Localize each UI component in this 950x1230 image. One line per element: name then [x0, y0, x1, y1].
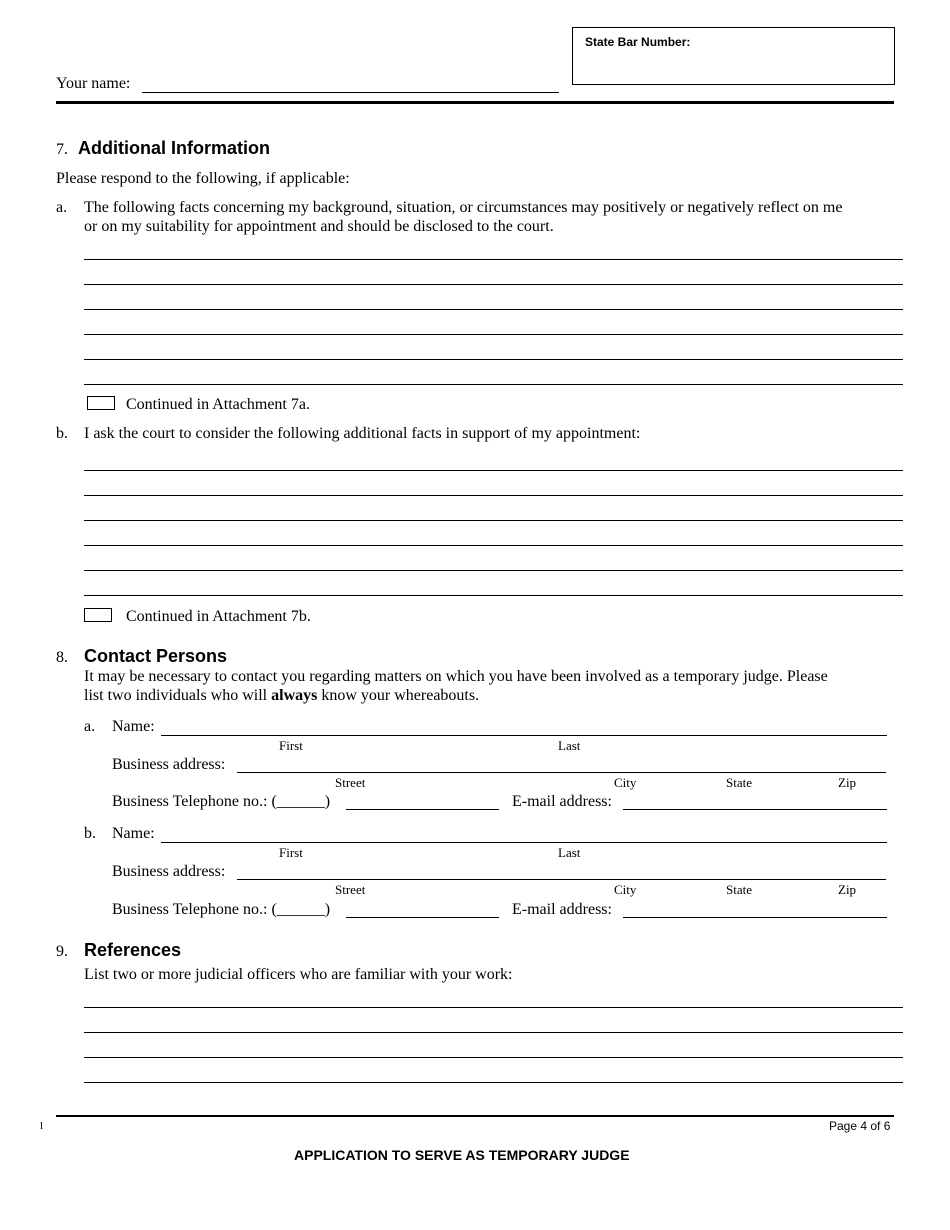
section-9-intro: List two or more judicial officers who are familiar with your work:	[84, 966, 513, 983]
form-title: APPLICATION TO SERVE AS TEMPORARY JUDGE	[294, 1147, 630, 1163]
attachment-7a-checkbox[interactable]	[87, 396, 115, 410]
contact-a-first-caption: First	[279, 738, 303, 753]
margin-mark: l	[40, 1120, 44, 1132]
contact-a-state-caption: State	[726, 775, 752, 790]
contact-b-first-caption: First	[279, 845, 303, 860]
contact-a-phone-field[interactable]	[346, 809, 499, 810]
header-rule	[56, 101, 894, 104]
contact-a-name-label: Name:	[112, 718, 155, 735]
your-name-label: Your name:	[56, 75, 131, 92]
item-7b-text: I ask the court to consider the following additional facts in support of my appointment:	[84, 425, 641, 442]
section-9-title: References	[84, 940, 182, 960]
contact-b-address-field[interactable]	[237, 879, 886, 880]
contact-b-email-label: E-mail address:	[512, 901, 612, 918]
contact-b-phone-label: Business Telephone no.: (______)	[112, 901, 331, 918]
item-7a-text-line1: The following facts concerning my background, situation, or circumstances may positively or negatively reflect on me	[84, 199, 843, 216]
contact-a-phone-label: Business Telephone no.: (______)	[112, 793, 331, 810]
contact-b-name-field[interactable]	[161, 842, 887, 843]
item-7b-answer-line[interactable]	[84, 545, 903, 546]
contact-a-last-caption: Last	[558, 738, 581, 753]
item-7b-answer-line[interactable]	[84, 520, 903, 521]
item-7a-answer-line[interactable]	[84, 284, 903, 285]
contact-a-letter: a.	[84, 718, 96, 735]
item-7a-answer-line[interactable]	[84, 384, 903, 385]
page-number: Page 4 of 6	[829, 1119, 891, 1133]
contact-b-email-field[interactable]	[623, 917, 887, 918]
your-name-field[interactable]	[142, 92, 559, 93]
item-7b-answer-line[interactable]	[84, 595, 903, 596]
contact-b-zip-caption: Zip	[838, 882, 857, 897]
item-7a-answer-line[interactable]	[84, 259, 903, 260]
references-answer-line[interactable]	[84, 1007, 903, 1008]
attachment-7a-label: Continued in Attachment 7a.	[126, 396, 310, 413]
section-7-title: Additional Information	[78, 138, 270, 158]
item-7a-answer-line[interactable]	[84, 309, 903, 310]
item-7b-letter: b.	[56, 425, 68, 442]
item-7a-answer-line[interactable]	[84, 359, 903, 360]
contact-b-name-label: Name:	[112, 825, 155, 842]
contact-b-letter: b.	[84, 825, 96, 842]
section-8-intro-line2: list two individuals who will always know your whereabouts.	[84, 687, 480, 704]
item-7a-answer-line[interactable]	[84, 334, 903, 335]
references-answer-line[interactable]	[84, 1082, 903, 1083]
footer-rule	[56, 1115, 894, 1117]
contact-a-street-caption: Street	[335, 775, 366, 790]
item-7b-answer-line[interactable]	[84, 570, 903, 571]
contact-b-address-label: Business address:	[112, 863, 226, 880]
references-answer-line[interactable]	[84, 1032, 903, 1033]
contact-a-address-label: Business address:	[112, 756, 226, 773]
contact-b-city-caption: City	[614, 882, 637, 897]
item-7b-answer-line[interactable]	[84, 495, 903, 496]
state-bar-number-box[interactable]	[572, 27, 895, 85]
references-answer-line[interactable]	[84, 1057, 903, 1058]
attachment-7b-label: Continued in Attachment 7b.	[126, 608, 311, 625]
section-7-intro: Please respond to the following, if applicable:	[56, 170, 350, 187]
contact-a-name-field[interactable]	[161, 735, 887, 736]
contact-a-address-field[interactable]	[237, 772, 886, 773]
contact-a-email-field[interactable]	[623, 809, 887, 810]
contact-b-state-caption: State	[726, 882, 752, 897]
section-8-title: Contact Persons	[84, 646, 228, 666]
section-8-number: 8.	[56, 649, 68, 666]
section-9-number: 9.	[56, 943, 68, 960]
contact-a-zip-caption: Zip	[838, 775, 857, 790]
always-emphasis: always	[271, 687, 318, 704]
contact-b-phone-field[interactable]	[346, 917, 499, 918]
attachment-7b-checkbox[interactable]	[84, 608, 112, 622]
contact-a-city-caption: City	[614, 775, 637, 790]
state-bar-number-label: State Bar Number:	[585, 35, 691, 49]
contact-b-street-caption: Street	[335, 882, 366, 897]
section-7-number: 7.	[56, 141, 68, 158]
section-8-intro-line1: It may be necessary to contact you regarding matters on which you have been involved as a temporary judge. Please	[84, 668, 828, 685]
item-7b-answer-line[interactable]	[84, 470, 903, 471]
item-7a-text-line2: or on my suitability for appointment and should be disclosed to the court.	[84, 218, 554, 235]
item-7a-letter: a.	[56, 199, 68, 216]
contact-b-last-caption: Last	[558, 845, 581, 860]
contact-a-email-label: E-mail address:	[512, 793, 612, 810]
